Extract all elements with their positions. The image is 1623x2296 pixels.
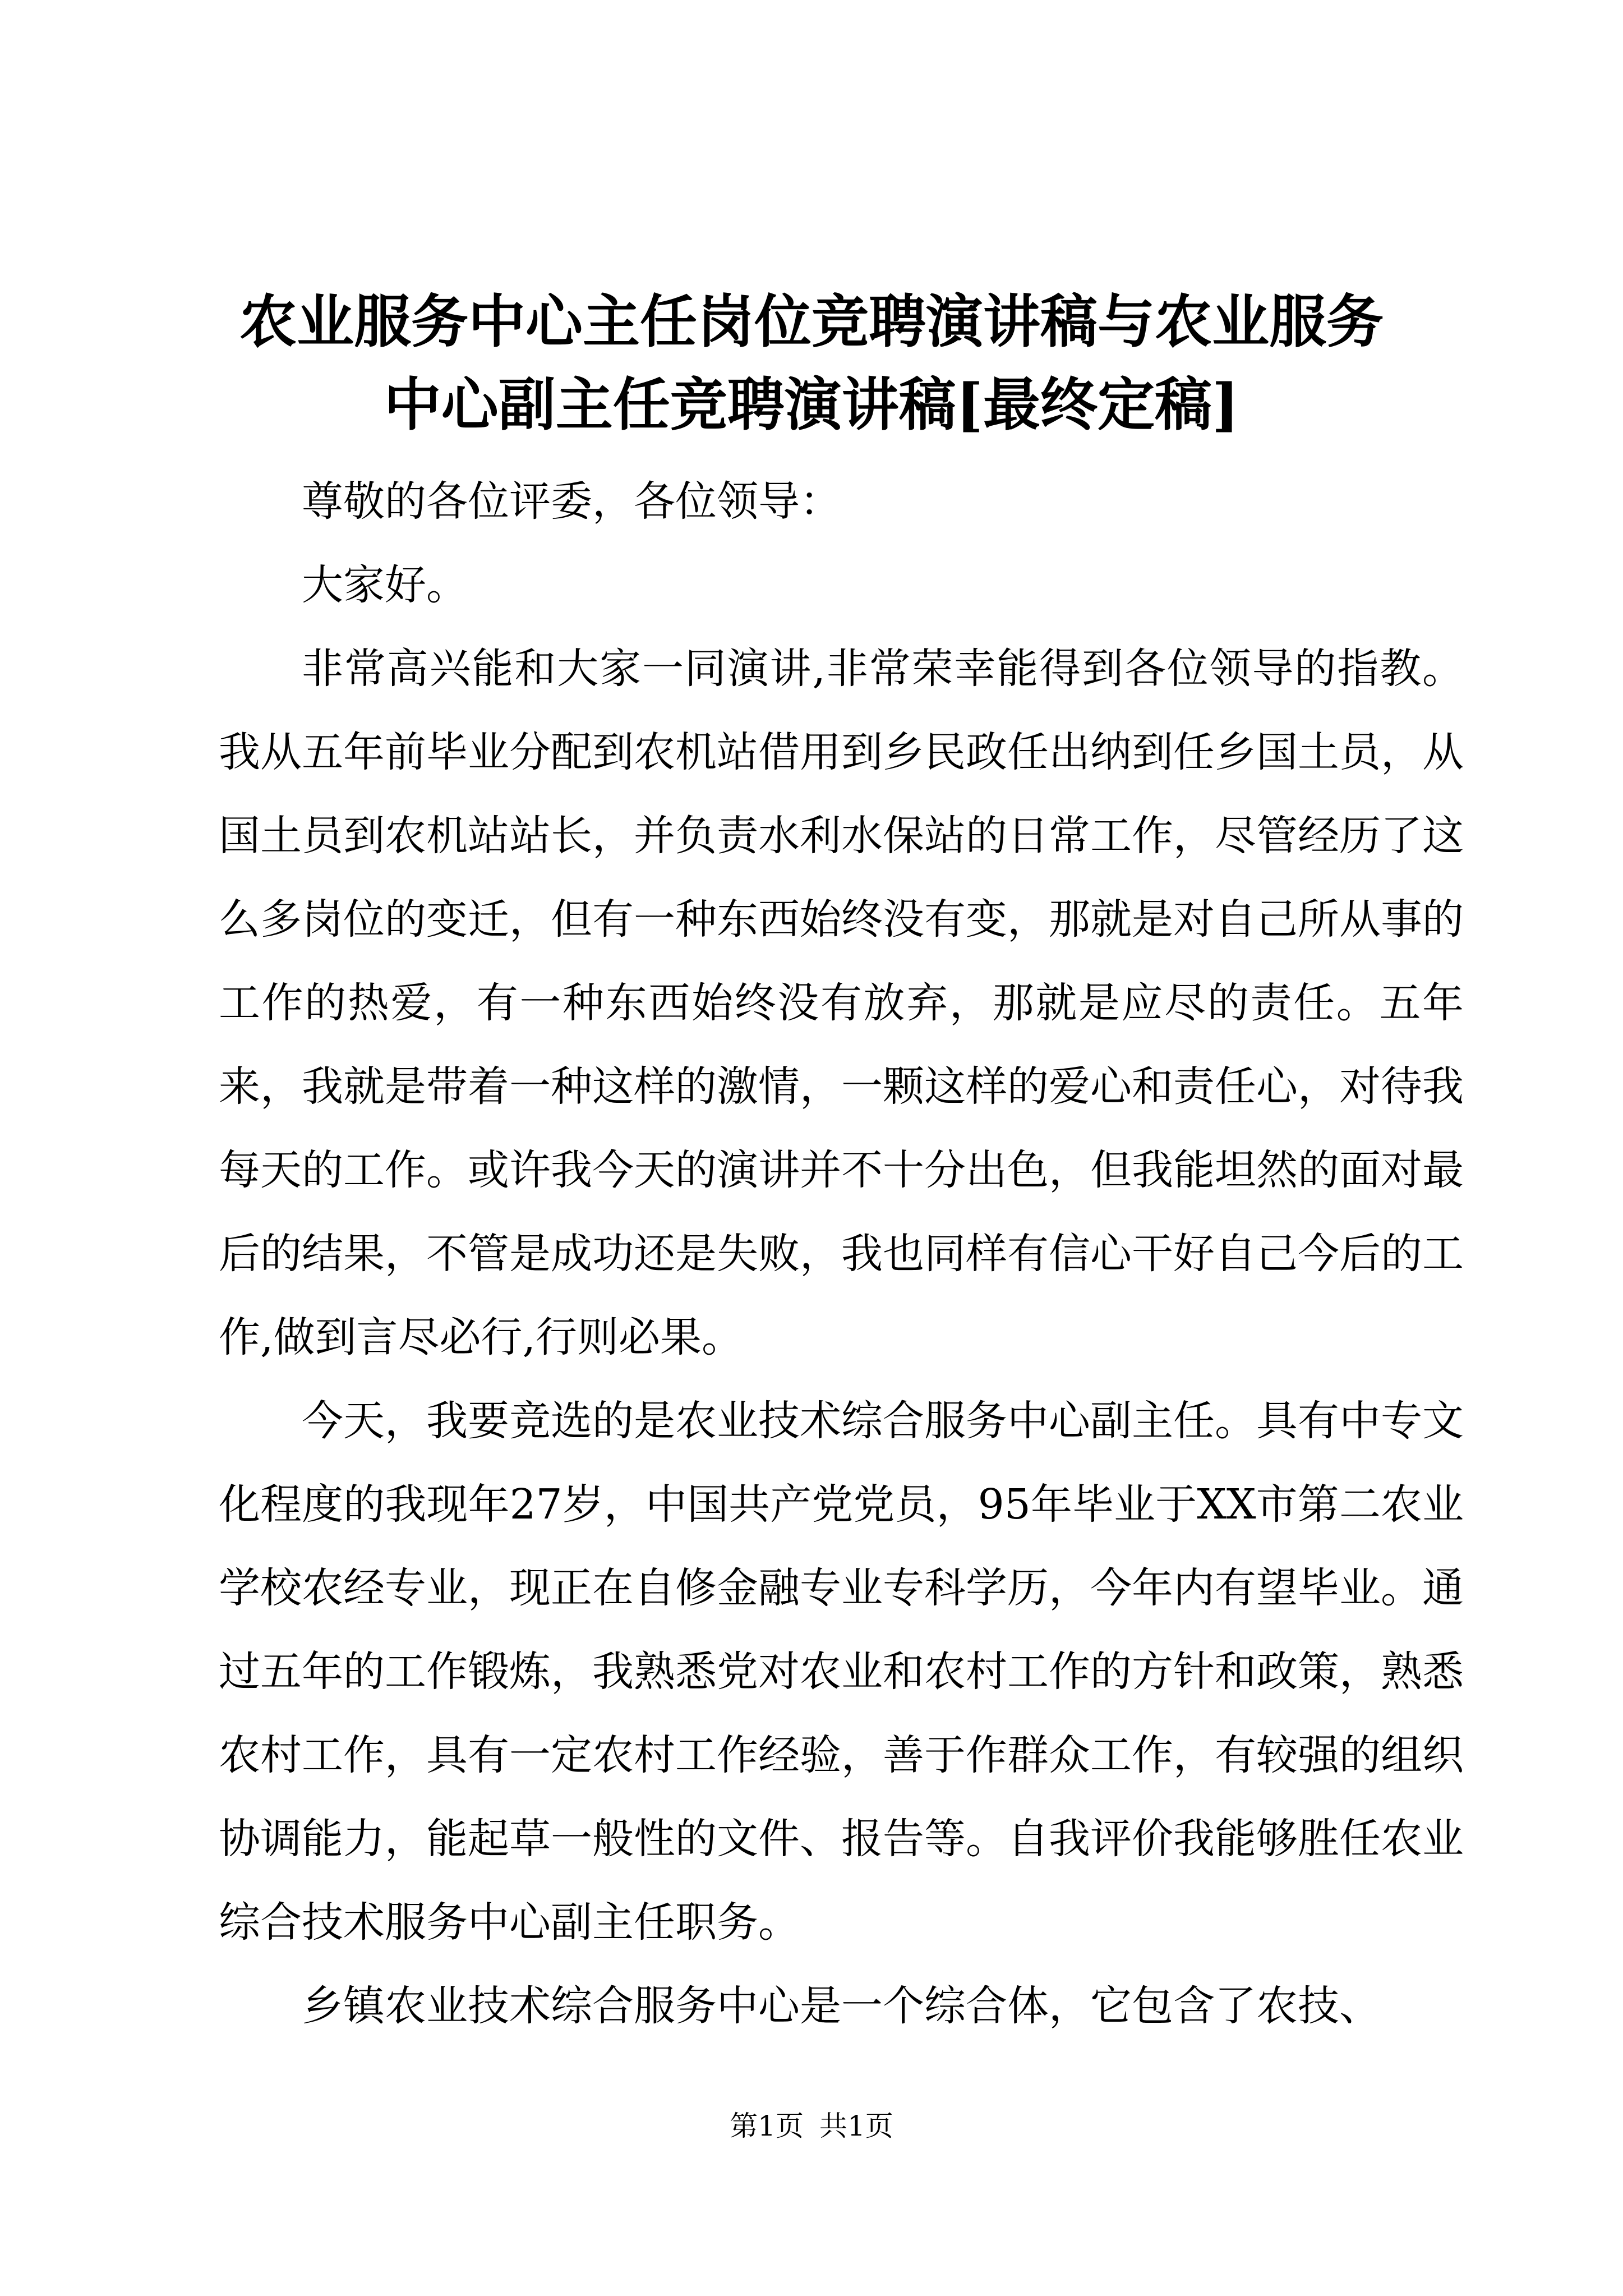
page-current: 第1页: [730, 2110, 804, 2142]
document-title: [185, 280, 1438, 447]
page-number-footer: [0, 2106, 1623, 2146]
paragraph-qualifications: 今天，我要竞选的是农业技术综合服务中心副主任。具有中专文化程度的我现年27岁，中国共产党党员，95年毕业于XX市第二农业学校农经专业，现正在自修金融专业专科学历，今年内有望毕业。通过五年的工作锻炼，我熟悉党对农业和农村工作的方针和政策，熟悉农村工作，具有一定农村工作经验，善于作群众工作，有较强的组织协调能力，能起草一般性的文件、报告等。自我评价我能够胜任农业综合技术服务中心副主任职务。: [219, 1397, 1464, 1947]
page-total: 共1页: [819, 2110, 893, 2142]
paragraph-greeting: 大家好。: [302, 561, 468, 609]
title-line-2: 中心副主任竞聘演讲稿[最终定稿]: [384, 371, 1239, 439]
paragraph-introduction: 非常高兴能和大家一同演讲,非常荣幸能得到各位领导的指教。我从五年前毕业分配到农机站借用到乡民政任出纳到任乡国土员，从国土员到农机站站长，并负责水利水保站的日常工作，尽管经历了这么多岗位的变迁，但有一种东西始终没有变，那就是对自己所从事的工作的热爱，有一种东西始终没有放弃，那就是应尽的责任。五年来，我就是带着一种这样的激情，一颗这样的爱心和责任心，对待我每天的工作。或许我今天的演讲并不十分出色，但我能坦然的面对最后的结果，不管是成功还是失败，我也同样有信心干好自己今后的工作,做到言尽必行,行则必果。: [219, 645, 1464, 1361]
title-line-1: 农业服务中心主任岗位竞聘演讲稿与农业服务: [239, 288, 1384, 356]
paragraph-salutation: 尊敬的各位评委，各位领导：: [302, 477, 841, 526]
document-body: [219, 460, 1464, 2048]
paragraph-center-description: 乡镇农业技术综合服务中心是一个综合体，它包含了农技、: [302, 1982, 1381, 2030]
